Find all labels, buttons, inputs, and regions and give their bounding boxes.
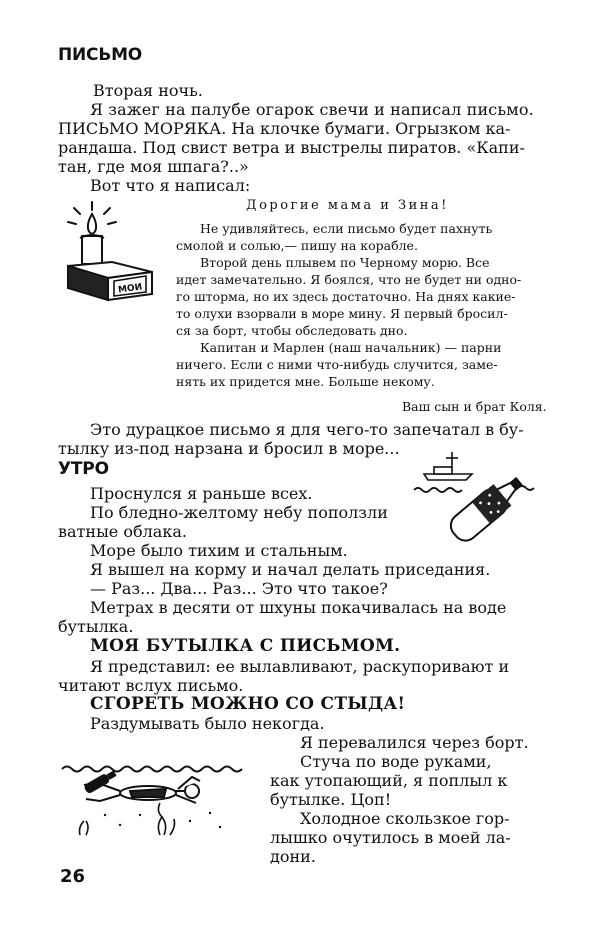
paragraph-line: Раздумывать было некогда.	[90, 714, 325, 733]
paragraph-line: Вот что я написал:	[90, 176, 251, 195]
matchbox-label: МОИ	[117, 282, 143, 296]
section-heading-utro: УТРО	[58, 459, 109, 479]
paragraph-line: Я зажег на палубе огарок свечи и написал письмо.	[90, 100, 534, 119]
paragraph-line: лышко очутилось в моей ла-	[270, 828, 511, 847]
paragraph-line: Стуча по воде руками,	[300, 752, 492, 771]
paragraph-line: бутылка.	[58, 617, 134, 636]
swimmer-illustration	[60, 755, 245, 840]
letter-line: идет замечательно. Я боялся, что не будет ни одно-	[176, 272, 522, 287]
paragraph-line: Я вышел на корму и начал делать приседания.	[90, 560, 491, 579]
paragraph-line: ПИСЬМО МОРЯКА. На клочке бумаги. Огрызком ка-	[58, 119, 511, 138]
ship-and-bottle-illustration	[410, 448, 545, 558]
section-heading-pismo: ПИСЬМО	[58, 45, 143, 65]
paragraph-line: Я перевалился через борт.	[300, 733, 529, 752]
candle-matchbox-illustration	[60, 200, 160, 305]
letter-line: го шторма, но их здесь достаточно. На днях какие-	[176, 289, 516, 304]
paragraph-line: ватные облака.	[58, 522, 187, 541]
letter-line: Не удивляйтесь, если письмо будет пахнуть	[200, 221, 493, 236]
letter-line: Второй день плывем по Черному морю. Все	[200, 255, 490, 270]
letter-line: Капитан и Марлен (наш начальник) — парни	[200, 340, 502, 355]
letter-signature: Ваш сын и брат Коля.	[402, 399, 547, 414]
paragraph-line: Я представил: ее вылавливают, раскупоривают и	[90, 657, 510, 676]
page-number: 26	[60, 866, 86, 887]
letter-line: ничего. Если с ними что-нибудь случится, заме-	[176, 357, 498, 372]
letter-line: нять их придется мне. Больше некому.	[176, 374, 435, 389]
paragraph-line: бутылке. Цоп!	[270, 790, 392, 809]
letter-line: смолой и солью,— пишу на корабле.	[176, 238, 418, 253]
letter-greeting: Дорогие мама и Зина!	[246, 198, 449, 213]
emphasis-line: МОЯ БУТЫЛКА С ПИСЬМОМ.	[90, 636, 401, 656]
paragraph-line: тылку из-под нарзана и бросил в море...	[58, 439, 400, 458]
paragraph-line: Холодное скользкое гор-	[300, 809, 510, 828]
paragraph-line: Проснулся я раньше всех.	[90, 484, 313, 503]
paragraph-line: Море было тихим и стальным.	[90, 541, 348, 560]
paragraph-line: — Раз... Два... Раз... Это что такое?	[90, 579, 388, 598]
paragraph-line: Вторая ночь.	[93, 81, 203, 100]
paragraph-line: Это дурацкое письмо я для чего-то запечатал в бу-	[90, 420, 524, 439]
emphasis-line: СГОРЕТЬ МОЖНО СО СТЫДА!	[90, 694, 406, 714]
paragraph-line: как утопающий, я поплыл к	[270, 771, 508, 790]
paragraph-line: рандаша. Под свист ветра и выстрелы пиратов. «Капи-	[58, 138, 525, 157]
paragraph-line: Метрах в десяти от шхуны покачивалась на воде	[90, 598, 507, 617]
letter-line: то олухи взорвали в море мину. Я первый бросил-	[176, 306, 508, 321]
paragraph-line: тан, где моя шпага?..»	[58, 157, 249, 176]
paragraph-line: читают вслух письмо.	[58, 676, 244, 695]
paragraph-line: По бледно-желтому небу поползли	[90, 503, 388, 522]
paragraph-line: дони.	[270, 847, 316, 866]
letter-line: ся за борт, чтобы обследовать дно.	[176, 323, 408, 338]
